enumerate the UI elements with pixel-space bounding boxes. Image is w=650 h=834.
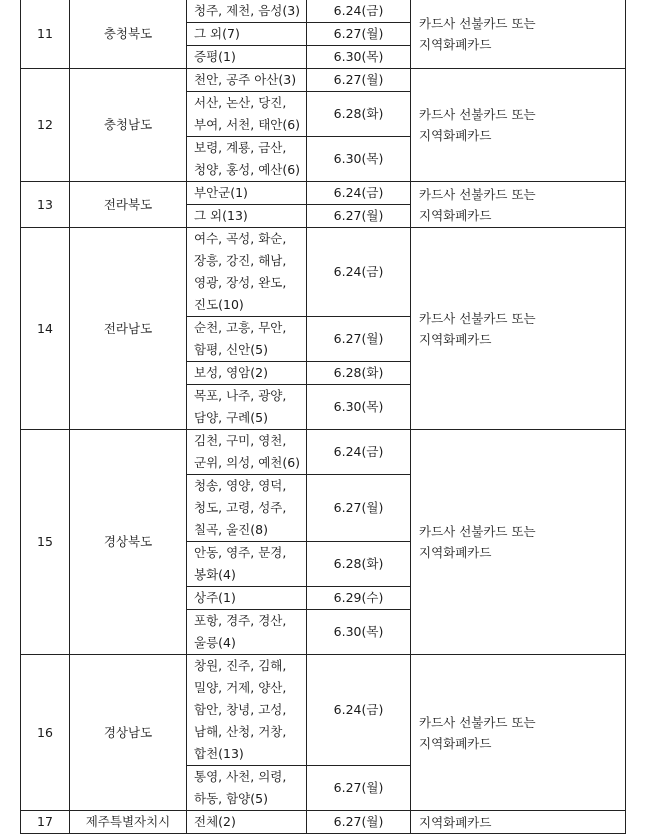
cell-line: 지역화폐카드	[419, 37, 492, 52]
row-number: 16	[21, 655, 70, 811]
payment-method	[411, 430, 626, 655]
disbursement-schedule-table	[20, 0, 626, 834]
region-list	[187, 766, 307, 811]
cell-line: 장흥, 강진, 해남,	[194, 253, 287, 268]
cell-line: 카드사 선불카드 또는	[419, 107, 536, 122]
region-list	[187, 92, 307, 137]
cell-line: 밀양, 거제, 양산,	[194, 680, 287, 695]
cell-line: 하동, 함양(5)	[194, 791, 268, 806]
cell-line: 그 외(13)	[194, 208, 248, 223]
province-name: 충청남도	[70, 69, 187, 182]
table-body	[21, 0, 626, 834]
row-number: 13	[21, 182, 70, 228]
table-row	[21, 228, 626, 317]
region-list	[187, 610, 307, 655]
province-name: 제주특별자치시	[70, 811, 187, 834]
row-number: 12	[21, 69, 70, 182]
cell-line: 보성, 영암(2)	[194, 365, 268, 380]
region-list	[187, 46, 307, 69]
region-list	[187, 137, 307, 182]
cell-line: 진도(10)	[194, 297, 244, 312]
payment-method	[411, 655, 626, 811]
payment-date: 6.24(금)	[307, 655, 411, 766]
cell-line: 지역화폐카드	[419, 128, 492, 143]
cell-line: 부안군(1)	[194, 185, 248, 200]
cell-line: 카드사 선불카드 또는	[419, 16, 536, 31]
table-row	[21, 182, 626, 205]
cell-line: 포항, 경주, 경산,	[194, 613, 287, 628]
table-row	[21, 811, 626, 834]
payment-date: 6.28(화)	[307, 362, 411, 385]
row-number: 14	[21, 228, 70, 430]
row-number: 17	[21, 811, 70, 834]
cell-line: 영광, 장성, 완도,	[194, 275, 287, 290]
cell-line: 전체(2)	[194, 814, 236, 829]
cell-line: 울릉(4)	[194, 635, 236, 650]
region-list	[187, 228, 307, 317]
cell-line: 그 외(7)	[194, 26, 240, 41]
region-list	[187, 23, 307, 46]
region-list	[187, 542, 307, 587]
cell-line: 상주(1)	[194, 590, 236, 605]
cell-line: 청송, 영양, 영덕,	[194, 478, 287, 493]
payment-date: 6.30(목)	[307, 610, 411, 655]
cell-line: 봉화(4)	[194, 567, 236, 582]
region-list	[187, 587, 307, 610]
province-name: 경상남도	[70, 655, 187, 811]
cell-line: 청양, 홍성, 예산(6)	[194, 162, 301, 177]
region-list	[187, 317, 307, 362]
region-list	[187, 205, 307, 228]
cell-line: 지역화폐카드	[419, 735, 492, 751]
payment-method	[411, 228, 626, 430]
cell-line: 청주, 제천, 음성(3)	[194, 3, 301, 18]
cell-line: 카드사 선불카드 또는	[419, 524, 536, 539]
payment-date: 6.28(화)	[307, 542, 411, 587]
cell-line: 보령, 계룡, 금산,	[194, 140, 287, 155]
payment-date: 6.27(월)	[307, 317, 411, 362]
cell-line: 창원, 진주, 김해,	[194, 658, 287, 673]
region-list	[187, 655, 307, 766]
payment-date: 6.24(금)	[307, 182, 411, 205]
payment-date: 6.30(목)	[307, 385, 411, 430]
row-number: 15	[21, 430, 70, 655]
province-name: 충청북도	[70, 0, 187, 69]
row-number: 11	[21, 0, 70, 69]
cell-line: 지역화폐카드	[419, 207, 492, 223]
cell-line: 지역화폐카드	[419, 331, 492, 347]
region-list	[187, 182, 307, 205]
region-list	[187, 811, 307, 834]
cell-line: 지역화폐카드	[419, 545, 492, 560]
cell-line: 카드사 선불카드 또는	[419, 186, 536, 202]
cell-line: 군위, 의성, 예천(6)	[194, 455, 301, 470]
payment-date: 6.24(금)	[307, 430, 411, 475]
payment-date: 6.28(화)	[307, 92, 411, 137]
table-row	[21, 0, 626, 23]
payment-method	[411, 0, 626, 69]
payment-date: 6.27(월)	[307, 475, 411, 542]
cell-line: 여수, 곡성, 화순,	[194, 231, 287, 246]
cell-line: 순천, 고흥, 무안,	[194, 320, 287, 335]
payment-date: 6.27(월)	[307, 205, 411, 228]
region-list	[187, 475, 307, 542]
province-name: 전라북도	[70, 182, 187, 228]
payment-date: 6.29(수)	[307, 587, 411, 610]
cell-line: 서산, 논산, 당진,	[194, 95, 287, 110]
cell-line: 함안, 창녕, 고성,	[194, 702, 287, 717]
cell-line: 부여, 서천, 태안(6)	[194, 117, 301, 132]
payment-method	[411, 811, 626, 834]
region-list	[187, 69, 307, 92]
cell-line: 청도, 고령, 성주,	[194, 500, 287, 515]
cell-line: 천안, 공주 아산(3)	[194, 72, 297, 87]
payment-date: 6.24(금)	[307, 0, 411, 23]
region-list	[187, 430, 307, 475]
cell-line: 증평(1)	[194, 49, 236, 64]
payment-date: 6.24(금)	[307, 228, 411, 317]
table-row	[21, 430, 626, 475]
cell-line: 합천(13)	[194, 746, 244, 761]
payment-method	[411, 69, 626, 182]
cell-line: 카드사 선불카드 또는	[419, 310, 536, 326]
cell-line: 목포, 나주, 광양,	[194, 388, 287, 403]
table-row	[21, 69, 626, 92]
payment-date: 6.27(월)	[307, 766, 411, 811]
region-list	[187, 385, 307, 430]
payment-date: 6.27(월)	[307, 811, 411, 834]
cell-line: 김천, 구미, 영천,	[194, 433, 287, 448]
payment-method	[411, 182, 626, 228]
province-name: 경상북도	[70, 430, 187, 655]
cell-line: 안동, 영주, 문경,	[194, 545, 287, 560]
cell-line: 남해, 산청, 거창,	[194, 724, 287, 739]
payment-date: 6.27(월)	[307, 23, 411, 46]
cell-line: 통영, 사천, 의령,	[194, 769, 287, 784]
region-list	[187, 362, 307, 385]
table-row	[21, 655, 626, 766]
payment-date: 6.30(목)	[307, 46, 411, 69]
cell-line: 함평, 신안(5)	[194, 342, 268, 357]
cell-line: 담양, 구례(5)	[194, 410, 268, 425]
payment-date: 6.30(목)	[307, 137, 411, 182]
cell-line: 카드사 선불카드 또는	[419, 714, 536, 730]
payment-date: 6.27(월)	[307, 69, 411, 92]
region-list	[187, 0, 307, 23]
cell-line: 칠곡, 울진(8)	[194, 522, 268, 537]
province-name: 전라남도	[70, 228, 187, 430]
cell-line: 지역화폐카드	[419, 814, 492, 830]
